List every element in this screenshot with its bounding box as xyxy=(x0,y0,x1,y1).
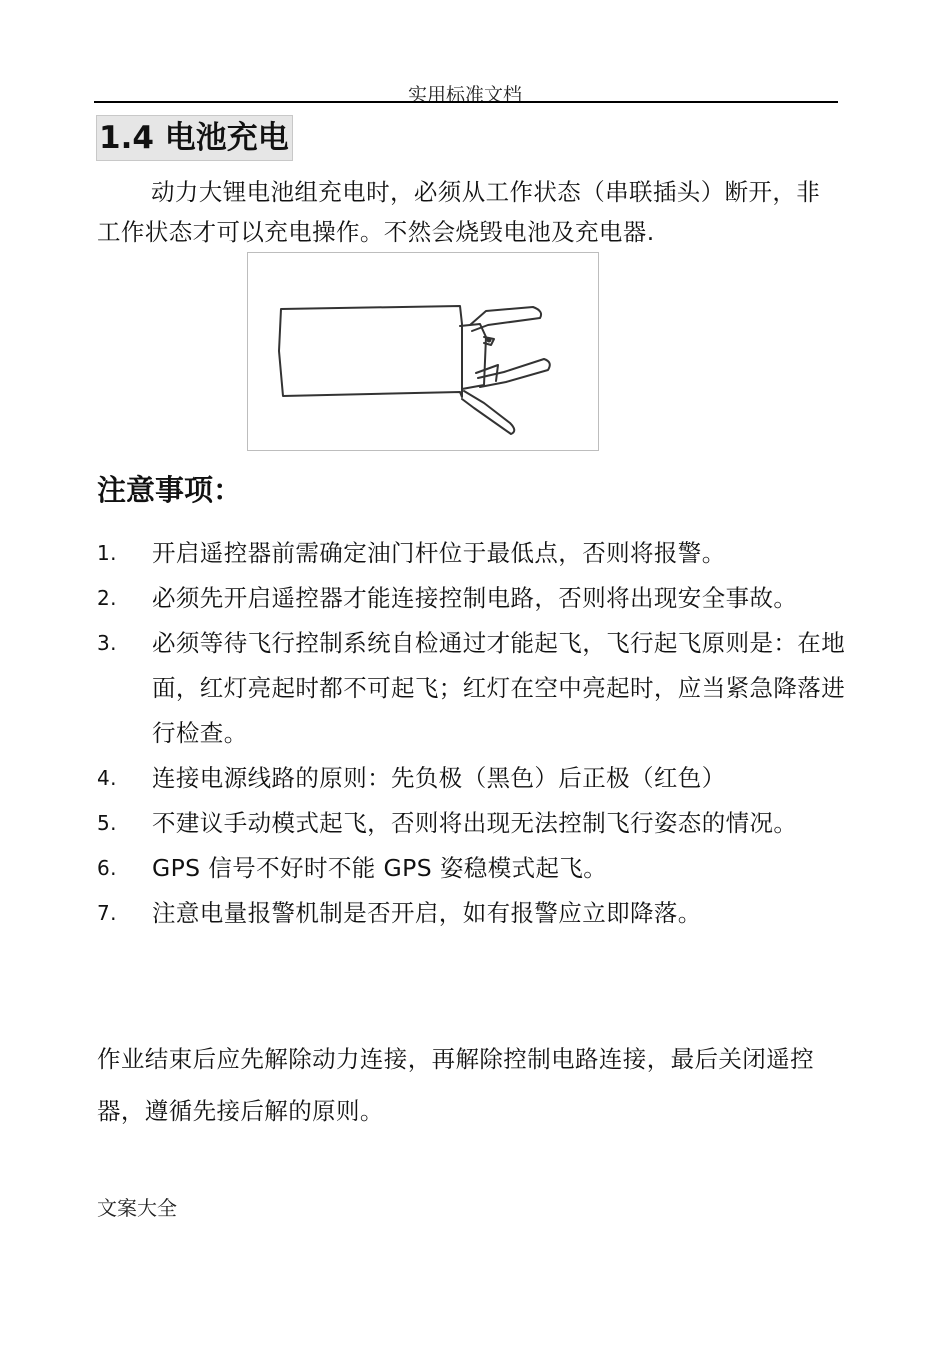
list-item xyxy=(97,801,847,846)
header-text: 实用标准文档 xyxy=(407,84,522,106)
list-item-number: 4. xyxy=(97,766,117,790)
list-item-number: 7. xyxy=(97,901,117,925)
list-item-text: GPS 信号不好时不能 GPS 姿稳模式起飞。 xyxy=(152,854,608,882)
list-item xyxy=(97,531,847,576)
list-item-text: 不建议手动模式起飞，否则将出现无法控制飞行姿态的情况。 xyxy=(152,809,798,837)
list-item-number: 5. xyxy=(97,811,117,835)
list-item-number: 2. xyxy=(97,586,117,610)
list-item-number: 1. xyxy=(97,541,117,565)
header-divider xyxy=(94,101,838,103)
list-item xyxy=(97,756,847,801)
list-item-text: 必须先开启遥控器才能连接控制电路，否则将出现安全事故。 xyxy=(152,584,798,612)
notes-list xyxy=(97,531,847,936)
notes-heading: 注意事项： xyxy=(97,473,243,507)
battery-figure xyxy=(247,252,599,451)
list-item-number: 3. xyxy=(97,631,117,655)
list-item xyxy=(97,846,847,891)
list-item-text: 开启遥控器前需确定油门杆位于最低点，否则将报警。 xyxy=(152,539,726,567)
list-item xyxy=(97,621,847,756)
list-item xyxy=(97,576,847,621)
section-title: 1.4 电池充电 xyxy=(96,115,293,161)
list-item-text: 必须等待飞行控制系统自检通过才能起飞，飞行起飞原则是：在地面，红灯亮起时都不可起飞；红灯在空中亮起时，应当紧急降落进行检查。 xyxy=(152,629,846,747)
list-item xyxy=(97,891,847,936)
connector-detail xyxy=(487,338,492,343)
list-item-text: 连接电源线路的原则：先负极（黑色）后正极（红色） xyxy=(152,764,726,792)
closing-paragraph: 作业结束后应先解除动力连接，再解除控制电路连接，最后关闭遥控器，遵循先接后解的原则。 xyxy=(97,1045,814,1125)
list-item-number: 6. xyxy=(97,856,117,880)
intro-paragraph: 动力大锂电池组充电时，必须从工作状态（串联插头）断开，非工作状态才可以充电操作。不然会烧毁电池及充电器. xyxy=(97,178,821,246)
battery-connector-drawing-icon xyxy=(248,253,598,450)
list-item-text: 注意电量报警机制是否开启，如有报警应立即降落。 xyxy=(152,899,702,927)
page-footer: 文案大全 xyxy=(97,1196,177,1220)
